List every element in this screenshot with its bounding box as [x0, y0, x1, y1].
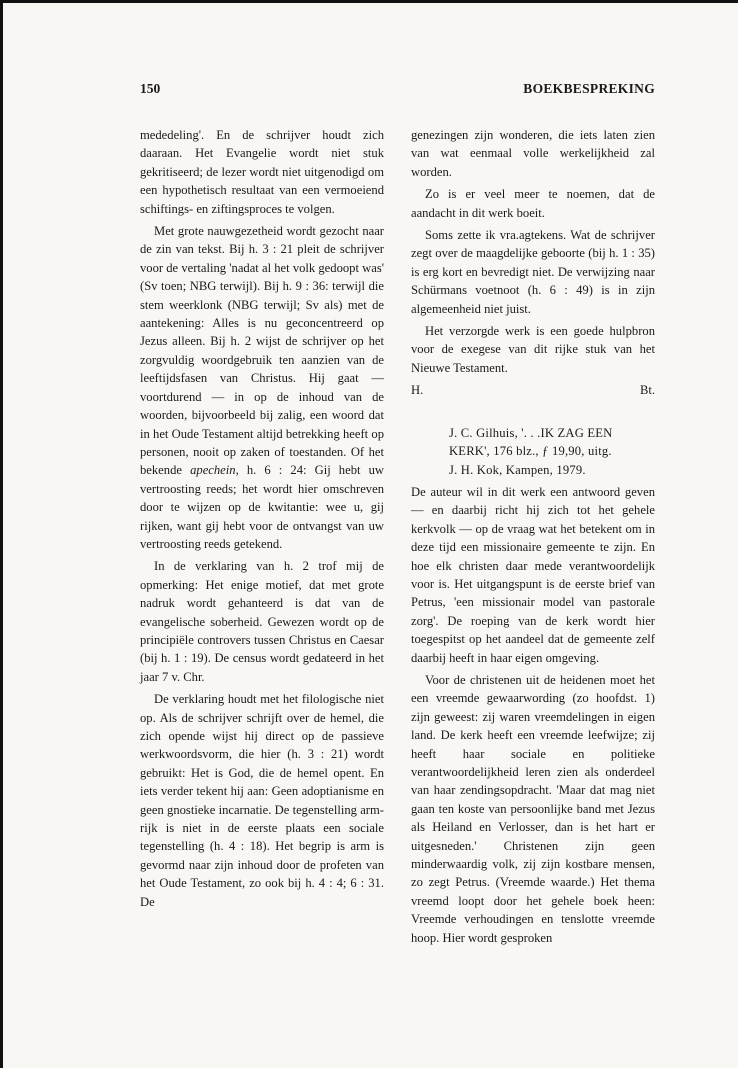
paragraph: De auteur wil in dit werk een antwoord geven — en daarbij richt hij zich tot het gehele kerkvolk — op de vraag wat het betekent om in deze tijd een missionaire gemeente te zijn. En hoe elk christen daar mede verantwoordelijk voor is. Het uitgangspunt is de eerste brief van Petrus, 'een missionair model van pastorale zorg'. De roeping van de kerk wordt hier toegespitst op het aandeel dat de gemeente zelf daarbij heeft in haar eigen omgeving.	[411, 484, 655, 665]
paragraph: Zo is er veel meer te noemen, dat de aandacht in dit werk boeit.	[411, 187, 655, 220]
signature-abbrev: Bt.	[639, 383, 655, 398]
paragraph: Voor de christenen uit de heidenen moet het een vreemde gewaarwording (zo hoofdst. 1) zijn geweest: zij waren vreemdelingen in eigen land. De kerk heeft een vreemde leefwijze; zij heeft haar sociale en politieke verantwoordelijkheid leren zien als onderdeel van haar zendingsopdracht. 'Maar dat mag niet gaan ten koste van persoonlijke band met Jezus als Heiland en Verlosser, dan is het hart er uitgesneden.' Christenen zijn geen minderwaardig volk, zij zijn kostbare mensen, zo zegt Petrus. (Vreemde waarde.) Het thema vreemd loopt door het gehele boek heen: Vreemde verhoudingen en tenslotte vreemde hoop. Hier wordt gesproken	[411, 672, 655, 945]
paragraph-text: Met grote nauwgezetheid wordt gezocht naar de zin van tekst. Bij h. 3 : 21 pleit de schrijver voor de vertaling 'nadat al het volk gedoopt was' (Sv toen; NBG terwijl). Bij h. 9 : 36: terwijl die stem weerklonk (NBG terwijl; Sv als) met de aantekening: Alles is nu geconcentreerd op Jezus alleen. Bij h. 2 wijst de schrijver op het zorgvuldig woordgebruik ten aanzien van de leeftijdsfasen van Christus. Hij gaat — voortdurend — in op de inhoud van de woorden, bijvoorbeeld bij zalig, een woord dat in het Oude Testament altijd betrekking heeft op personen, nooit op zaken of toestanden. Of het bekende	[140, 224, 384, 478]
paragraph: De verklaring houdt met het filologische niet op. Als de schrijver schrijft over de hemel, die zich opende wijst hij direct op de passieve werkwoordsvorm, die hier (h. 3 : 21) wordt gebruikt: Het is God, die de hemel opent. En iets verder tekent hij aan: Geen adoptianisme en geen gnostieke incarnatie. De tegenstelling arm-rijk is niet in de eerste plaats een sociale tegenstelling (h. 4 : 18). Het begrip is arm is gevormd naar zijn inhoud door de profeten van het Oude Testament, zo ook bij h. 4 : 4; 6 : 31. De	[140, 692, 384, 909]
italic-term: apechein	[190, 463, 236, 478]
paragraph: genezingen zijn wonderen, die iets laten zien van wat eenmaal volle werkelijkheid zal worden.	[411, 128, 655, 179]
paragraph: mededeling'. En de schrijver houdt zich daaraan. Het Evangelie wordt niet stuk gekritiseerd; de lezer wordt niet uitgenodigd om een hypothetisch resultaat van een vermoeiend schiftings- en ziftingsproces te volgen.	[140, 128, 384, 216]
paragraph-text: , h. 6 : 24: Gij hebt uw vertroosting reeds; het wordt hier omschreven door te wijzen op de kwitantie: wee u, gij rijken, want gij hebt voor de ontvangst van uw vertroosting reeds getekend.	[140, 463, 384, 551]
left-column	[140, 126, 384, 915]
paragraph: Soms zette ik vra.agtekens. Wat de schrijver zegt over de maagdelijke geboorte (bij h. 1 : 35) is erg kort en bevredigt niet. De verwijzing naar Schürmans voetnoot (h. 6 : 49) is in zijn algemeenheid niet juist.	[411, 228, 655, 316]
citation-line: KERK', 176 blz., ƒ 19,90, uitg.	[449, 444, 612, 459]
paragraph	[140, 222, 384, 553]
paragraph: In de verklaring van h. 2 trof mij de opmerking: Het enige motief, dat met grote nadruk wordt gehanteerd is dat van de evangelische soberheid. Gewezen wordt op de principiële controvers tussen Christus en Caesar (bij h. 1 : 19). De census wordt gedateerd in het jaar 7 v. Chr.	[140, 559, 384, 684]
citation-line: J. C. Gilhuis, '. . .IK ZAG EEN	[449, 425, 613, 440]
book-citation	[411, 424, 655, 479]
page-number: 150	[140, 81, 161, 96]
signature-initial: H.	[411, 383, 424, 398]
right-column	[411, 126, 655, 951]
page-header	[140, 81, 655, 103]
citation-line: J. H. Kok, Kampen, 1979.	[449, 462, 586, 477]
paragraph: Het verzorgde werk is een goede hulpbron voor de exegese van dit rijke stuk van het Nieuwe Testament.	[411, 324, 655, 375]
running-title: BOEKBESPREKING	[523, 81, 655, 96]
review-signature	[411, 381, 655, 399]
